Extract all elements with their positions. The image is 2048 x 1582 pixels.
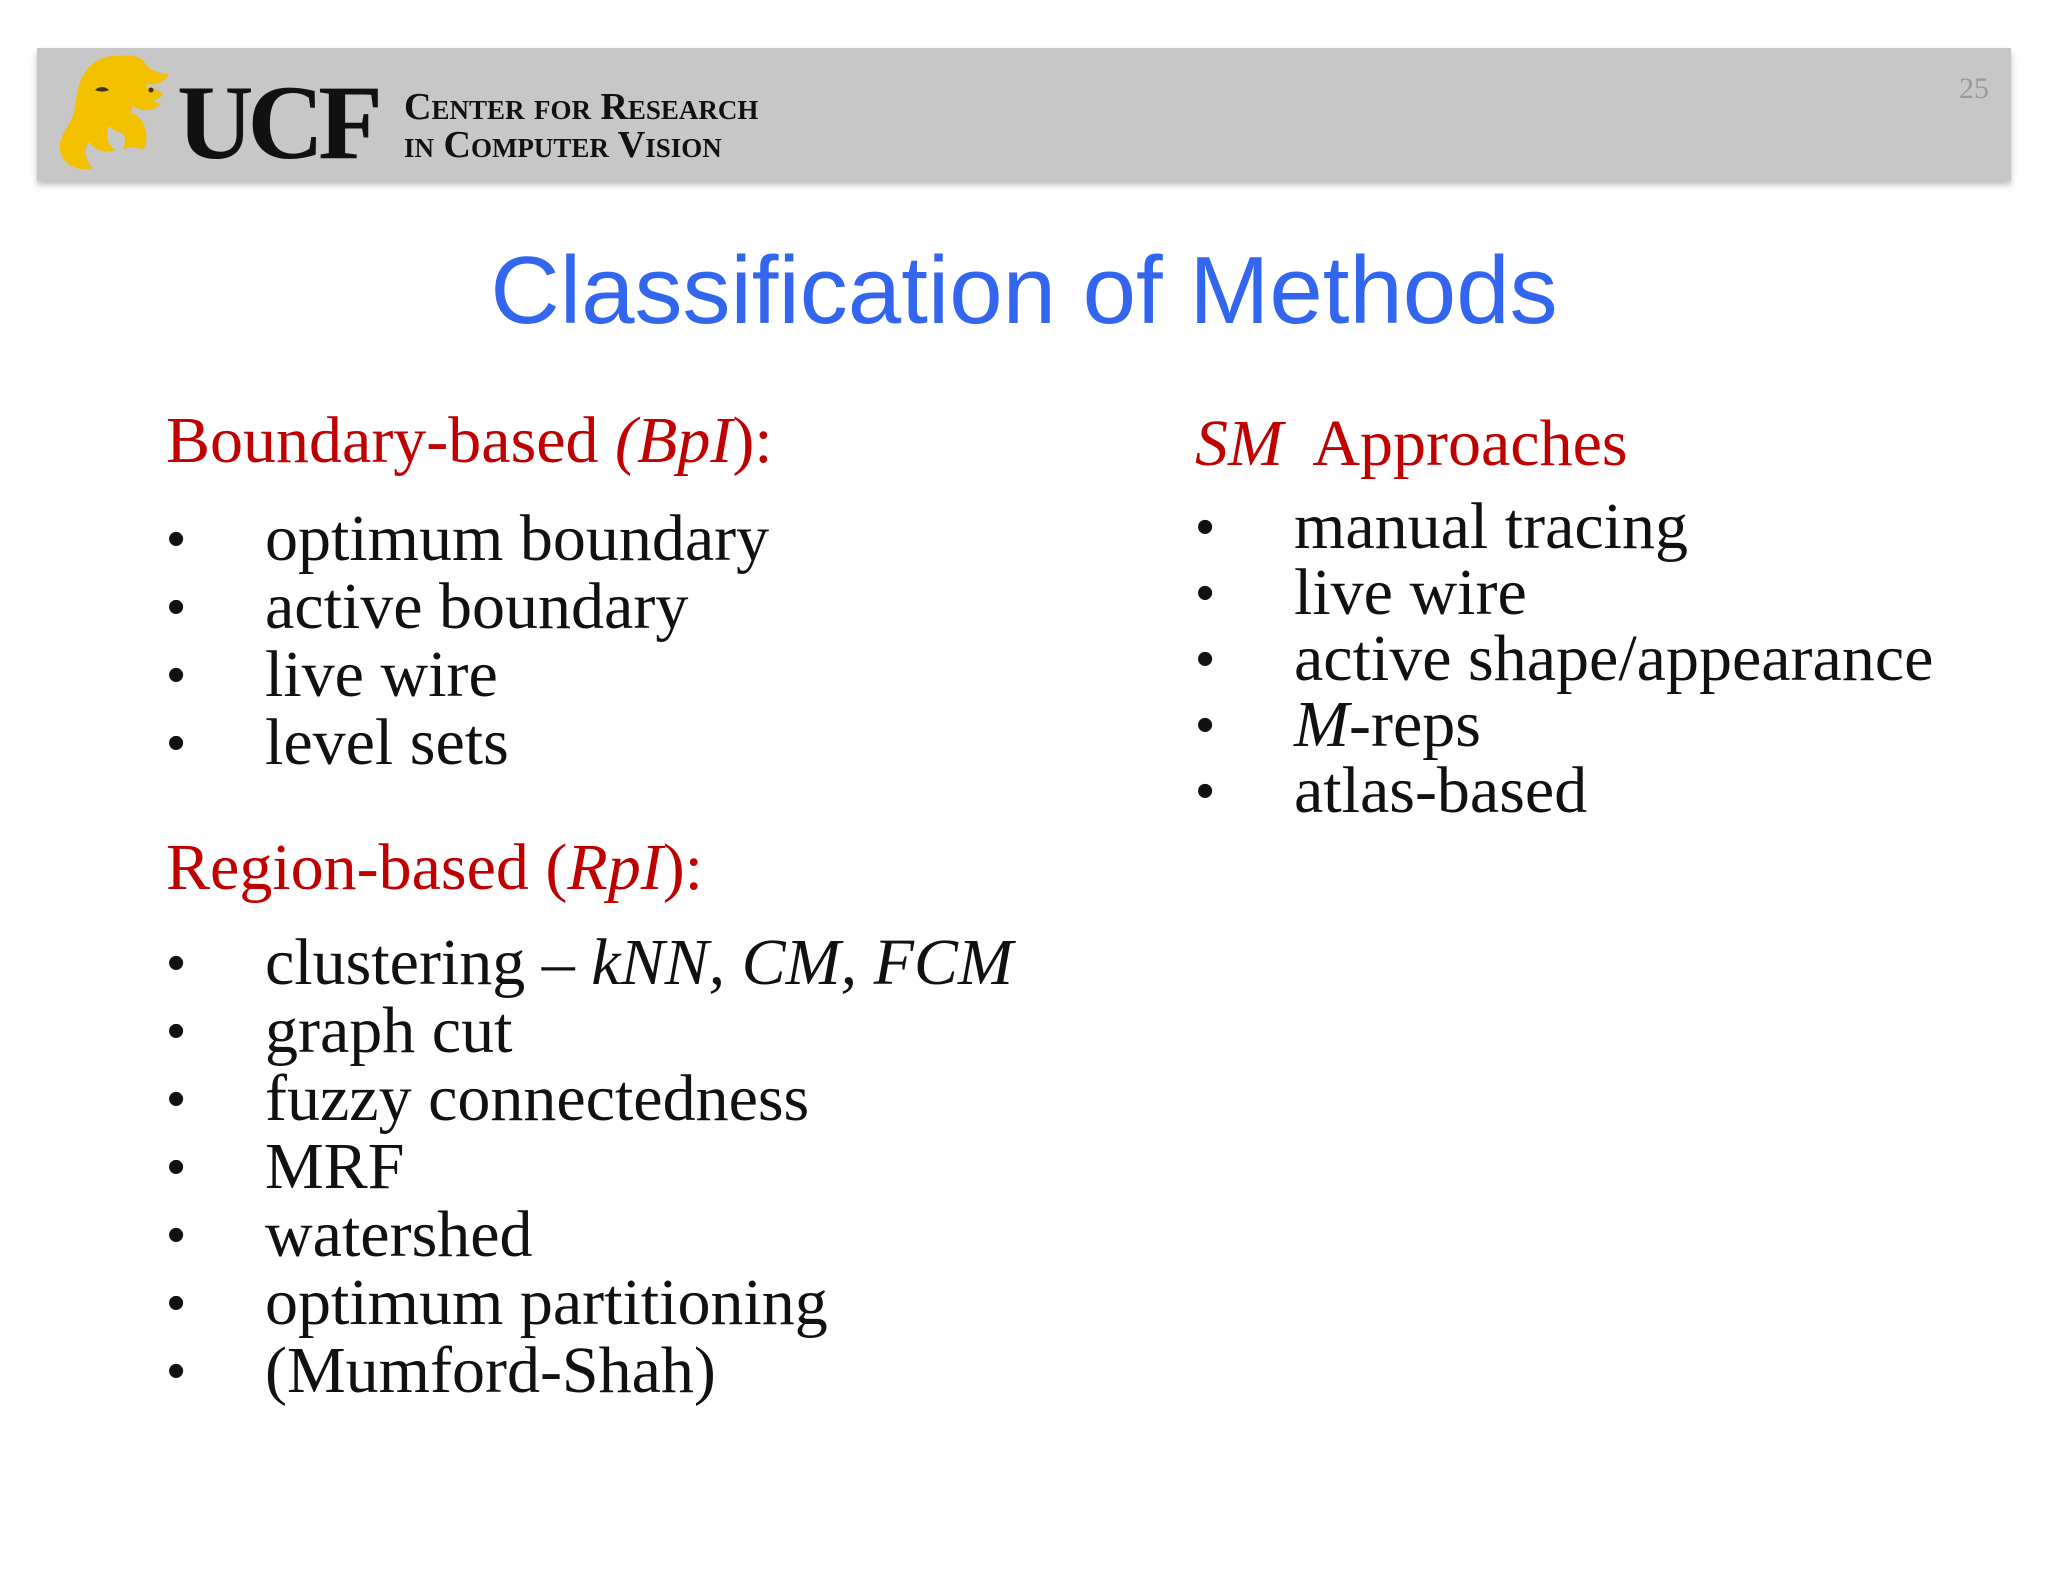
bullet-icon: • bbox=[167, 934, 186, 992]
boundary-item bbox=[167, 638, 769, 711]
region-heading-tail: ): bbox=[662, 831, 704, 904]
sm-list bbox=[1196, 490, 1934, 827]
bullet-icon: • bbox=[1196, 498, 1215, 556]
bullet-icon: • bbox=[167, 1274, 186, 1332]
sm-item bbox=[1196, 754, 1933, 827]
boundary-item-text: optimum boundary bbox=[265, 502, 770, 575]
boundary-item bbox=[167, 706, 769, 779]
sm-item-text: manual tracing bbox=[1294, 490, 1689, 563]
bullet-icon: • bbox=[167, 578, 186, 636]
bullet-icon: • bbox=[167, 1342, 186, 1400]
region-item-text: MRF bbox=[265, 1130, 405, 1203]
boundary-heading-abbr: (BpI bbox=[615, 404, 733, 477]
region-heading bbox=[166, 832, 703, 904]
boundary-heading-main: Boundary-based bbox=[166, 404, 616, 477]
sm-heading bbox=[1195, 408, 1628, 480]
sm-item-text: atlas-based bbox=[1294, 754, 1588, 827]
region-item-text: (Mumford-Shah) bbox=[265, 1334, 716, 1407]
boundary-item-text: live wire bbox=[265, 638, 498, 711]
region-item-italic: kNN, CM, FCM bbox=[591, 926, 1013, 999]
bullet-icon: • bbox=[167, 1070, 186, 1128]
ucf-wordmark: UCF bbox=[177, 64, 377, 181]
bullet-icon: • bbox=[167, 1002, 186, 1060]
region-item bbox=[167, 1198, 1013, 1271]
org-name-line1: Center for Research bbox=[404, 86, 759, 128]
region-heading-abbr: RpI bbox=[567, 831, 663, 904]
bullet-icon: • bbox=[1196, 696, 1215, 754]
sm-item-italic: M bbox=[1294, 688, 1349, 761]
boundary-heading-tail: ): bbox=[732, 404, 773, 477]
org-name bbox=[404, 88, 758, 164]
bullet-icon: • bbox=[167, 1138, 186, 1196]
boundary-item bbox=[167, 502, 770, 575]
bullet-icon: • bbox=[167, 510, 186, 568]
sm-item bbox=[1196, 688, 1933, 761]
bullet-icon: • bbox=[1196, 630, 1215, 688]
region-item-text: optimum partitioning bbox=[265, 1266, 828, 1339]
boundary-item bbox=[167, 570, 769, 643]
boundary-item-text: level sets bbox=[265, 706, 509, 779]
bullet-icon: • bbox=[167, 1206, 186, 1264]
header-bar bbox=[37, 48, 2011, 181]
boundary-item-text: active boundary bbox=[265, 570, 689, 643]
boundary-heading bbox=[166, 405, 773, 477]
region-item bbox=[167, 1334, 1013, 1407]
region-item bbox=[167, 926, 1013, 999]
sm-item bbox=[1196, 556, 1933, 629]
sm-item bbox=[1196, 490, 1933, 563]
region-item-text: clustering – bbox=[265, 926, 592, 999]
bullet-icon: • bbox=[167, 646, 186, 704]
bullet-icon: • bbox=[1196, 762, 1215, 820]
sm-heading-tail: Approaches bbox=[1282, 407, 1628, 480]
page-number: 25 bbox=[1959, 72, 1989, 105]
sm-item-text: live wire bbox=[1294, 556, 1527, 629]
boundary-list bbox=[167, 502, 770, 779]
region-item-text: fuzzy connectedness bbox=[265, 1062, 810, 1135]
region-item bbox=[167, 1130, 1013, 1203]
region-item-text: graph cut bbox=[265, 994, 513, 1067]
region-item bbox=[167, 1266, 1013, 1339]
sm-item-text: -reps bbox=[1348, 688, 1481, 761]
sm-item-text: active shape/appearance bbox=[1294, 622, 1934, 695]
region-item bbox=[167, 994, 1013, 1067]
org-name-line2: in Computer Vision bbox=[404, 124, 722, 166]
region-list bbox=[167, 926, 1013, 1407]
pegasus-logo-icon bbox=[51, 50, 181, 176]
bullet-icon: • bbox=[1196, 564, 1215, 622]
sm-item bbox=[1196, 622, 1934, 695]
bullet-icon: • bbox=[167, 714, 186, 772]
region-item bbox=[167, 1062, 1013, 1135]
slide-title: Classification of Methods bbox=[490, 237, 1558, 344]
sm-heading-abbr: SM bbox=[1195, 407, 1283, 480]
region-heading-main: Region-based ( bbox=[166, 831, 568, 904]
region-item-text: watershed bbox=[265, 1198, 533, 1271]
